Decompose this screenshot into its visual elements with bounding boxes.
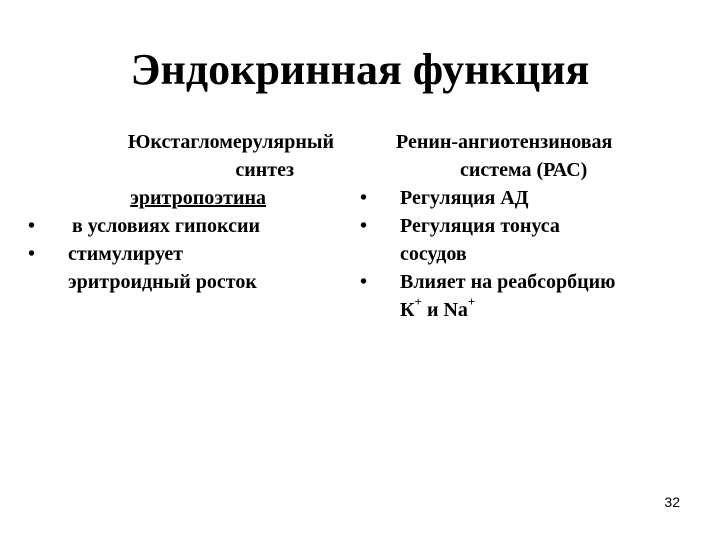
right-list-item-bp bbox=[360, 184, 680, 212]
right-heading-line-2: система (РАС) bbox=[460, 159, 588, 181]
bullet-icon: • bbox=[28, 243, 36, 265]
right-item-2-continuation: сосудов bbox=[400, 243, 467, 265]
left-item-2-text: стимулирует bbox=[68, 243, 184, 265]
conjunction-text: и bbox=[421, 299, 444, 321]
potassium-symbol: К bbox=[400, 299, 415, 321]
sodium-symbol: Na bbox=[443, 299, 468, 321]
left-heading-line-1: Юкстагломерулярный bbox=[127, 131, 334, 153]
left-list-item-stimulates bbox=[28, 240, 348, 268]
bullet-icon: • bbox=[360, 215, 368, 237]
page-number: 32 bbox=[664, 494, 680, 510]
left-heading-line-2: синтез bbox=[235, 159, 294, 181]
left-heading-line-3: эритропоэтина bbox=[130, 187, 266, 209]
bullet-icon: • bbox=[28, 215, 36, 237]
right-list-item-reabsorption bbox=[360, 268, 680, 296]
right-heading-line-1: Ренин-ангиотензиновая bbox=[396, 131, 613, 153]
plus-charge: + bbox=[414, 294, 422, 310]
left-column bbox=[28, 128, 348, 296]
plus-charge: + bbox=[467, 294, 476, 310]
right-item-3-continuation bbox=[360, 296, 680, 324]
right-item-3-text: Влияет на реабсорбцию bbox=[400, 271, 616, 293]
right-item-1-text: Регуляция АД bbox=[400, 187, 529, 209]
bullet-icon: • bbox=[360, 271, 368, 293]
left-item-2-continuation: эритроидный росток bbox=[68, 271, 257, 293]
right-list-item-vascular-tone bbox=[360, 212, 680, 240]
bullet-icon: • bbox=[360, 187, 368, 209]
slide-title: Эндокринная функция bbox=[130, 45, 590, 94]
left-list-item-hypoxia bbox=[28, 212, 348, 240]
left-item-1-text: в условиях гипоксии bbox=[72, 215, 261, 237]
right-column bbox=[360, 128, 680, 324]
right-item-2-text: Регуляция тонуса bbox=[400, 215, 560, 237]
